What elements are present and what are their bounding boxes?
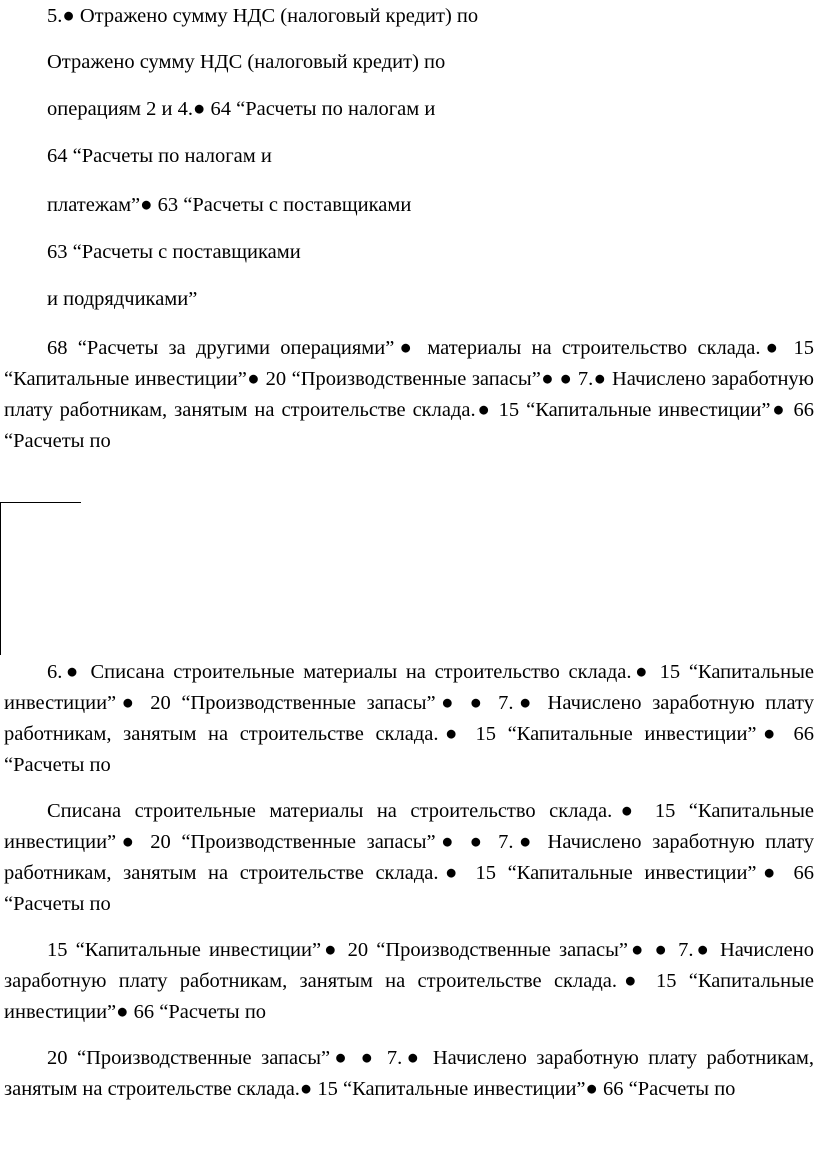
text-line: Отражено сумму НДС (налоговый кредит) по [47, 51, 446, 73]
paragraph: Списана строительные материалы на строительство склада.● 15 “Капитальные инвестиции”● 20 “Производственные запасы”● ● 7.● Начислено заработную плату работникам, занятым на строительстве склада.● 15 “Капитальные инвестиции”● 66 “Расчеты по [4, 800, 814, 915]
text-line: и подрядчиками” [47, 288, 198, 310]
text-line: 63 “Расчеты с поставщиками [47, 241, 301, 263]
paragraph: 15 “Капитальные инвестиции”● 20 “Производственные запасы”● ● 7.● Начислено заработную плату работникам, занятым на строительстве склада.● 15 “Капитальные инвестиции”● 66 “Расчеты по [4, 939, 814, 1023]
paragraph: 20 “Производственные запасы”● ● 7.● Начислено заработную плату работникам, занятым на строительстве склада.● 15 “Капитальные инвестиции”● 66 “Расчеты по [4, 1047, 814, 1100]
page-border-left [0, 502, 1, 655]
text-line: платежам”● 63 “Расчеты с поставщиками [47, 194, 412, 216]
paragraph: 6.● Списана строительные материалы на строительство склада.● 15 “Капитальные инвестиции”● 20 “Производственные запасы”● ● 7.● Начислено заработную плату работникам, занятым на строительстве склада.● 15 “Капитальные инвестиции”● 66 “Расчеты по [4, 661, 814, 776]
page-border-top [0, 502, 81, 503]
paragraph: 68 “Расчеты за другими операциями”● материалы на строительство склада.● 15 “Капитальные инвестиции”● 20 “Производственные запасы”● ● 7.● Начислено заработную плату работникам, занятым на строительстве склада.● 15 “Капитальные инвестиции”● 66 “Расчеты по [4, 337, 814, 452]
text-line: 64 “Расчеты по налогам и [47, 145, 272, 167]
text-line: 5.● Отражено сумму НДС (налоговый кредит) по [47, 5, 479, 27]
text-line: операциям 2 и 4.● 64 “Расчеты по налогам и [47, 98, 436, 120]
